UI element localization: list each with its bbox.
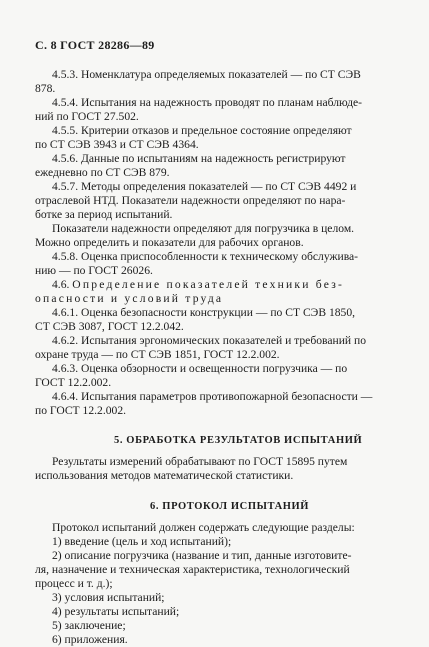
para-4-6-4-line-2: по ГОСТ 12.2.002. — [35, 404, 127, 417]
para-4-5-3-line-2: 878. — [35, 82, 56, 95]
para-4-5-7-line-2: отраслевой НТД. Показатели надежности определяют по нара- — [35, 194, 346, 207]
para-4-5-6-line-1: 4.5.6. Данные по испытаниям на надежность регистрируют — [52, 152, 346, 165]
para-4-6-2-line-1: 4.6.2. Испытания эргономических показателей и требований по — [52, 334, 366, 347]
para-4-6-2-line-2: охране труда — по СТ СЭВ 1851, ГОСТ 12.2.002. — [35, 348, 280, 361]
section-6-item-continuation: процесс и т. д.); — [35, 577, 113, 590]
para-4-6-1-line-2: СТ СЭВ 3087, ГОСТ 12.2.042. — [35, 320, 184, 333]
section-6-title: 6. ПРОТОКОЛ ИСПЫТАНИЙ — [150, 501, 310, 512]
para-4-5-5-line-1: 4.5.5. Критерии отказов и предельное состояние определяют — [52, 124, 352, 137]
section-6-item: 3) условия испытаний; — [52, 591, 165, 604]
para-4-6-1-line-1: 4.6.1. Оценка безопасности конструкции — по СТ СЭВ 1850, — [52, 306, 356, 319]
section-5-line-2: использования методов математической статистики. — [35, 469, 294, 482]
para-4-6-3-line-1: 4.6.3. Оценка обзорности и освещенности погрузчика — по — [52, 362, 348, 375]
section-6-item-continuation: ля, назначение и техническая характеристика, технологический — [35, 563, 350, 576]
para-4-6-3-line-2: ГОСТ 12.2.002. — [35, 376, 112, 389]
para-4-6-heading-text: Определение показателей техники без- — [72, 278, 345, 291]
para-4-5-7-line-3: ботке за период испытаний. — [35, 208, 173, 221]
section-6-item: 5) заключение; — [52, 619, 126, 632]
para-4-5-4-line-1: 4.5.4. Испытания на надежность проводят по планам наблюде- — [52, 96, 363, 109]
section-6-intro: Протокол испытаний должен содержать следующие разделы: — [52, 521, 355, 534]
page-header: С. 8 ГОСТ 28286—89 — [35, 38, 155, 52]
section-5-line-1: Результаты измерений обрабатывают по ГОСТ 15895 путем — [52, 455, 348, 468]
para-4-5-8-line-2: нию — по ГОСТ 26026. — [35, 264, 153, 277]
para-4-6-line-1 — [52, 278, 344, 292]
para-4-5-7-line-1: 4.5.7. Методы определения показателей — по СТ СЭВ 4492 и — [52, 180, 357, 193]
para-4-5-3-line-1: 4.5.3. Номенклатура определяемых показателей — по СТ СЭВ — [52, 68, 361, 81]
section-5-title: 5. ОБРАБОТКА РЕЗУЛЬТАТОВ ИСПЫТАНИЙ — [114, 435, 363, 446]
para-4-6-number: 4.6. — [52, 278, 70, 291]
para-4-6-4-line-1: 4.6.4. Испытания параметров противопожарной безопасности — — [52, 390, 373, 403]
section-6-item: 1) введение (цель и ход испытаний); — [52, 535, 232, 548]
para-4-5-8-line-1: 4.5.8. Оценка приспособленности к техническому обслужива- — [52, 250, 359, 263]
section-6-item: 6) приложения. — [52, 633, 128, 646]
para-4-6-line-2: опасности и условий труда — [35, 292, 224, 305]
para-4-5-5-line-2: по СТ СЭВ 3943 и СТ СЭВ 4364. — [35, 138, 199, 151]
para-reliability-line-2: Можно определить и показатели для рабочих органов. — [35, 236, 304, 249]
para-4-5-4-line-2: ний по ГОСТ 27.502. — [35, 110, 139, 123]
para-reliability-line-1: Показатели надежности определяют для погрузчика в целом. — [52, 222, 355, 235]
section-6-item: 4) результаты испытаний; — [52, 605, 180, 618]
para-4-5-6-line-2: ежедневно по СТ СЭВ 879. — [35, 166, 170, 179]
section-6-item: 2) описание погрузчика (название и тип, данные изготовите- — [52, 549, 352, 562]
